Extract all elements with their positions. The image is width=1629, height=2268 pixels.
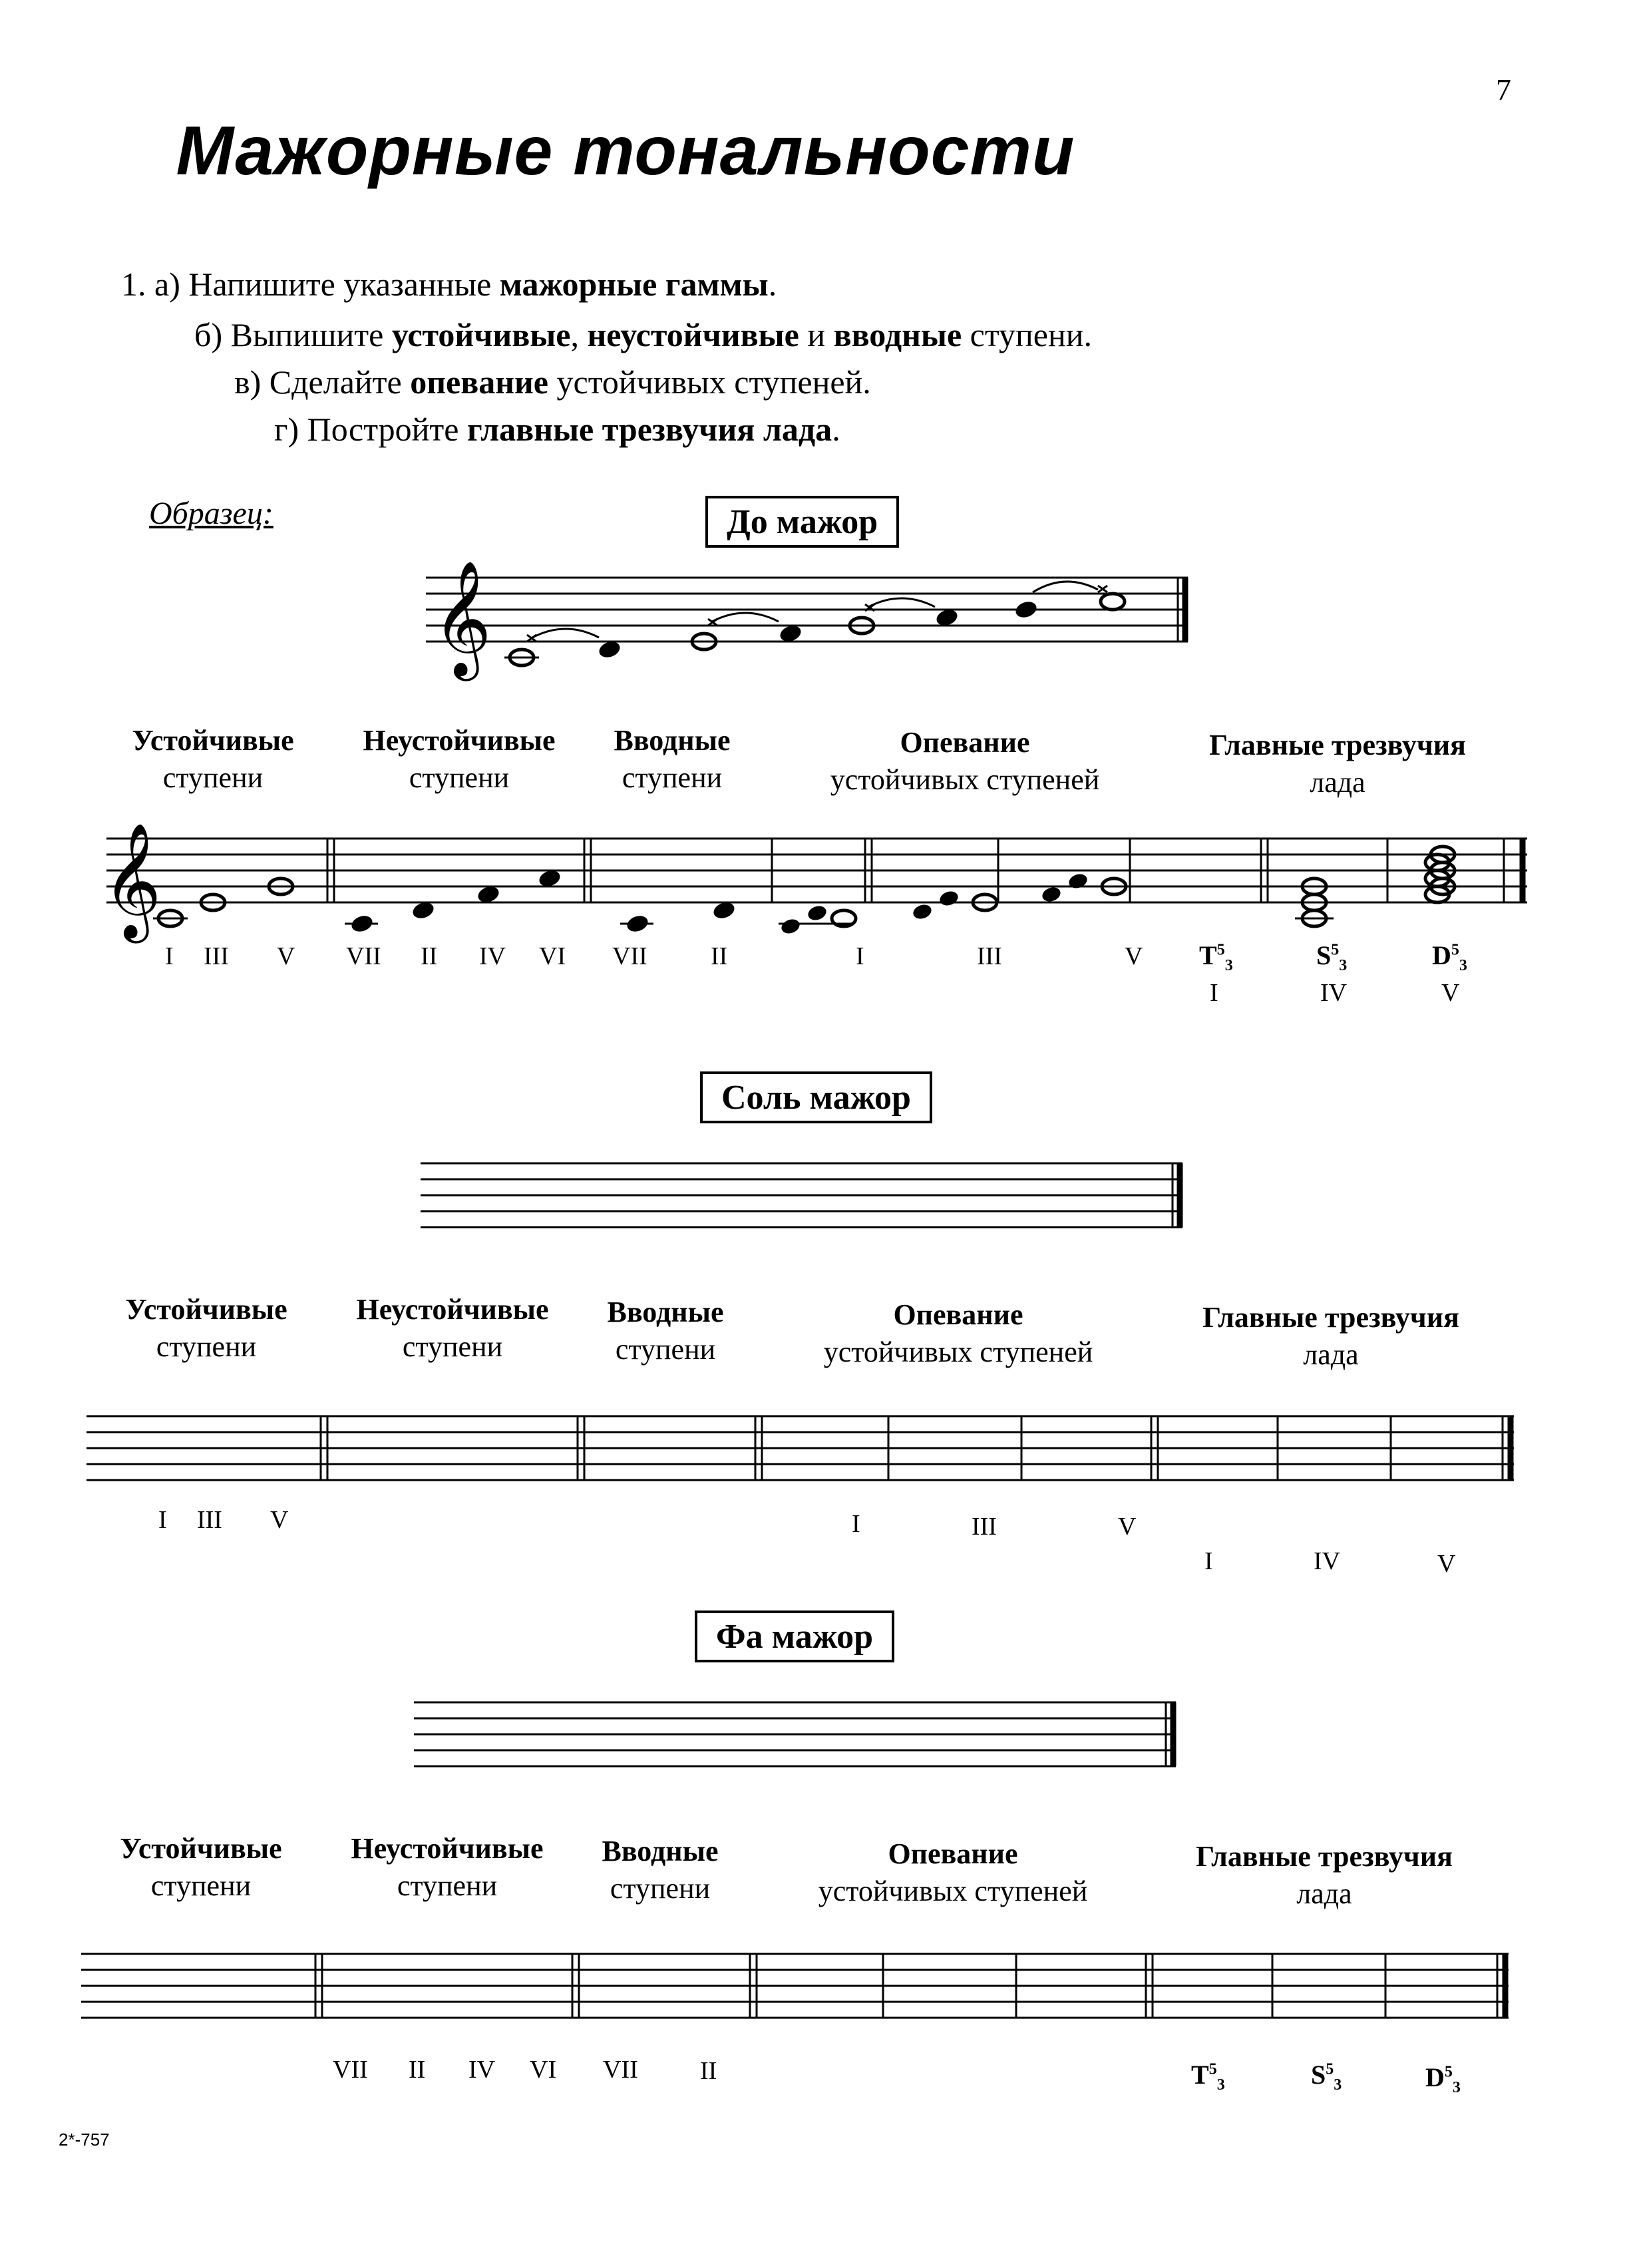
answer-staff-g-major[interactable] bbox=[87, 1411, 1517, 1491]
degree-label: I bbox=[1204, 1547, 1213, 1575]
degree-label: IV bbox=[479, 942, 506, 970]
degree-label: III bbox=[977, 942, 1002, 970]
header-leading: Вводные ступени bbox=[607, 1296, 724, 1366]
header-chanting: Опевание устойчивых ступеней bbox=[818, 1837, 1088, 1907]
degree-label: II bbox=[421, 942, 438, 970]
header-unstable: Неустойчивые ступени bbox=[351, 1832, 544, 1902]
page-title: Мажорные тональности bbox=[176, 112, 1075, 190]
page-number: 7 bbox=[1496, 73, 1511, 106]
function-label-subdominant: $S^5_3$ bbox=[1311, 2060, 1342, 2094]
header-chanting: Опевание устойчивых ступеней bbox=[823, 1298, 1093, 1368]
header-unstable: Неустойчивые ступени bbox=[356, 1293, 549, 1363]
sample-label: Образец: bbox=[149, 496, 273, 531]
header-triads: Главные трезвучия лада bbox=[1209, 729, 1466, 799]
key-box-c-major: До мажор bbox=[705, 496, 899, 548]
scale-staff-c-major bbox=[426, 559, 1191, 679]
degree-label: IV bbox=[1314, 1547, 1341, 1575]
degree-label: VII bbox=[346, 942, 381, 970]
degree-label: I bbox=[852, 1510, 860, 1538]
answer-staff-c-major bbox=[102, 823, 1531, 938]
degree-label: V bbox=[1125, 942, 1143, 970]
header-stable: Устойчивые ступени bbox=[132, 724, 294, 794]
function-label-dominant: $D^5_3$ bbox=[1432, 940, 1467, 974]
task-line-d: г) Постройте главные трезвучия лада. bbox=[274, 411, 840, 448]
header-stable: Устойчивые ступени bbox=[120, 1832, 282, 1902]
degree-label: VII bbox=[333, 2056, 368, 2084]
degree-label: I bbox=[1210, 979, 1218, 1007]
degree-label: III bbox=[204, 942, 229, 970]
scale-staff-g-major[interactable] bbox=[421, 1158, 1186, 1238]
degree-label: V bbox=[1437, 1550, 1456, 1578]
degree-label: II bbox=[700, 2057, 717, 2085]
header-leading: Вводные ступени bbox=[602, 1835, 719, 1905]
header-stable: Устойчивые ступени bbox=[125, 1293, 287, 1363]
note-b bbox=[1013, 599, 1039, 620]
task-line-b: б) Выпишите устойчивые, неустойчивые и вводные ступени. bbox=[194, 316, 1093, 353]
degree-label: VII bbox=[603, 2056, 638, 2084]
degree-label: IV bbox=[468, 2056, 496, 2084]
treble-clef-icon: 𝄞 bbox=[102, 823, 162, 938]
degree-label: I bbox=[856, 942, 864, 970]
degree-label: III bbox=[972, 1513, 997, 1541]
header-triads: Главные трезвучия лада bbox=[1196, 1840, 1453, 1910]
degree-label: II bbox=[711, 942, 728, 970]
triad-v-notes bbox=[1437, 825, 1517, 932]
degree-label: VII bbox=[612, 942, 647, 970]
task-line-c: в) Сделайте опевание устойчивых ступеней. bbox=[234, 363, 871, 401]
function-label-dominant: $D^5_3$ bbox=[1425, 2062, 1461, 2096]
header-leading: Вводные ступени bbox=[614, 724, 731, 794]
header-triads: Главные трезвучия лада bbox=[1202, 1301, 1459, 1371]
scale-staff-f-major[interactable] bbox=[414, 1697, 1179, 1777]
degree-label: I bbox=[165, 942, 174, 970]
note-c2 bbox=[1101, 594, 1125, 610]
function-label-subdominant: $S^5_3$ bbox=[1316, 940, 1348, 974]
key-box-g-major: Соль мажор bbox=[700, 1071, 932, 1123]
footer-code: 2*-757 bbox=[59, 2130, 110, 2150]
treble-clef-icon: 𝄞 bbox=[433, 560, 492, 676]
task-line-a: 1. а) Напишите указанные мажорные гаммы. bbox=[121, 266, 777, 303]
header-chanting: Опевание устойчивых ступеней bbox=[830, 726, 1100, 796]
degree-label: V bbox=[1441, 979, 1460, 1007]
degree-label: II bbox=[409, 2056, 426, 2084]
function-label-tonic: $T^5_3$ bbox=[1199, 940, 1233, 974]
degree-label: VI bbox=[530, 2056, 557, 2084]
answer-notes bbox=[153, 847, 1455, 936]
degree-label: IV bbox=[1320, 979, 1348, 1007]
degree-label: V bbox=[270, 1506, 289, 1534]
function-label-tonic: $T^5_3$ bbox=[1191, 2060, 1225, 2094]
degree-label: V bbox=[1118, 1513, 1137, 1541]
header-unstable: Неустойчивые ступени bbox=[363, 724, 556, 794]
key-box-f-major: Фа мажор bbox=[695, 1610, 894, 1662]
staff-lines bbox=[426, 578, 1188, 642]
degree-label: V bbox=[277, 942, 295, 970]
answer-staff-f-major[interactable] bbox=[81, 1949, 1512, 2028]
degree-label: VI bbox=[539, 942, 566, 970]
degree-label: III bbox=[197, 1506, 222, 1534]
degree-label: I bbox=[158, 1506, 167, 1534]
